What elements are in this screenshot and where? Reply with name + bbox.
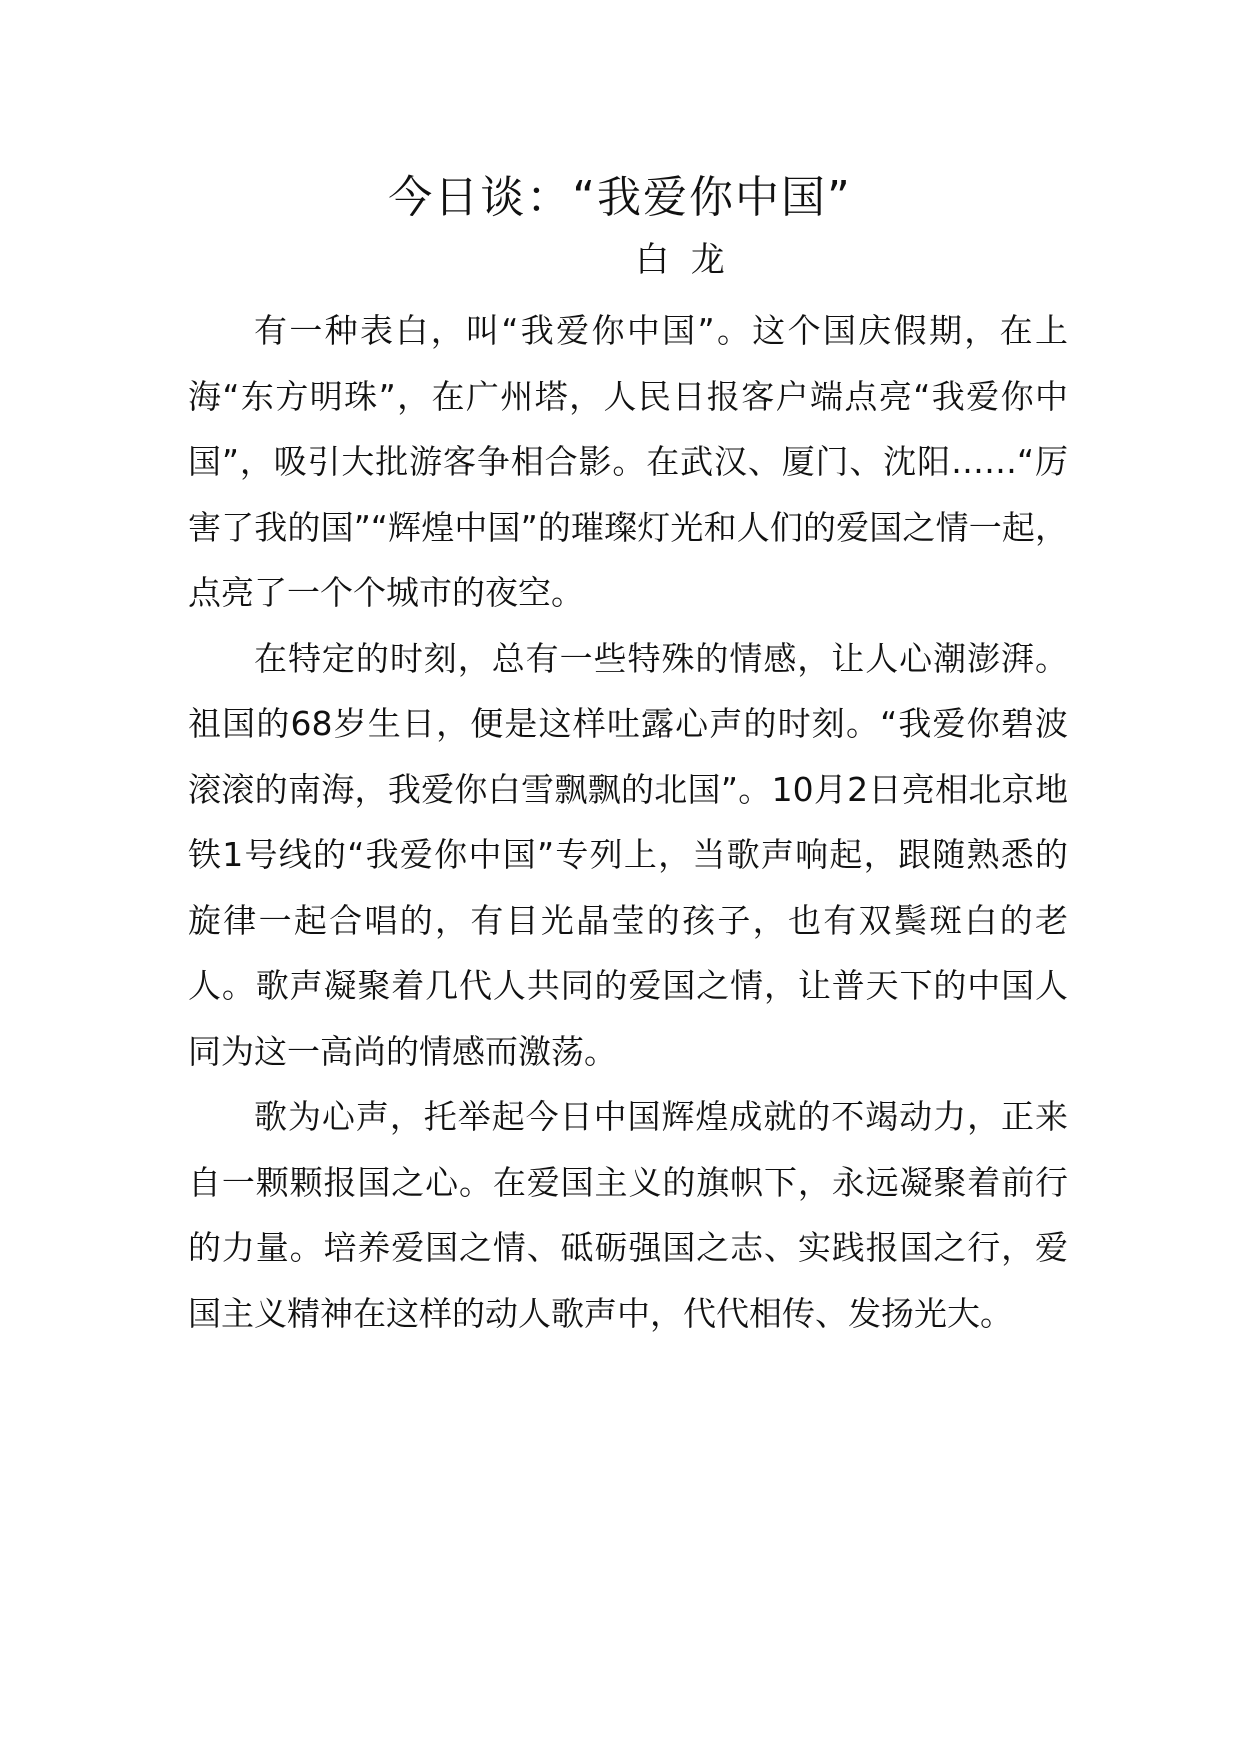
paragraph-1: 有一种表白，叫“我爱你中国”。这个国庆假期，在上海“东方明珠”，在广州塔，人民日报客户端点亮“我爱你中国”，吸引大批游客争相合影。在武汉、厦门、沈阳……“厉害了我的国”“辉煌中国”的璀璨灯光和人们的爱国之情一起，点亮了一个个城市的夜空。 xyxy=(188,311,1068,612)
paragraph-3: 歌为心声，托举起今日中国辉煌成就的不竭动力，正来自一颗颗报国之心。在爱国主义的旗帜下，永远凝聚着前行的力量。培养爱国之情、砥砺强国之志、实践报国之行，爱国主义精神在这样的动人歌声中，代代相传、发扬光大。 xyxy=(188,1097,1068,1333)
article-title: 今日谈：“我爱你中国” xyxy=(388,172,852,223)
article-author: 白 龙 xyxy=(635,240,725,280)
paragraph-2: 在特定的时刻，总有一些特殊的情感，让人心潮澎湃。祖国的68岁生日，便是这样吐露心声的时刻。“我爱你碧波滚滚的南海，我爱你白雪飘飘的北国”。10月2日亮相北京地铁1号线的“我爱你中国”专列上，当歌声响起，跟随熟悉的旋律一起合唱的，有目光晶莹的孩子，也有双鬓斑白的老人。歌声凝聚着几代人共同的爱国之情，让普天下的中国人同为这一高尚的情感而激荡。 xyxy=(188,638,1068,1071)
article-body xyxy=(188,298,1068,1346)
